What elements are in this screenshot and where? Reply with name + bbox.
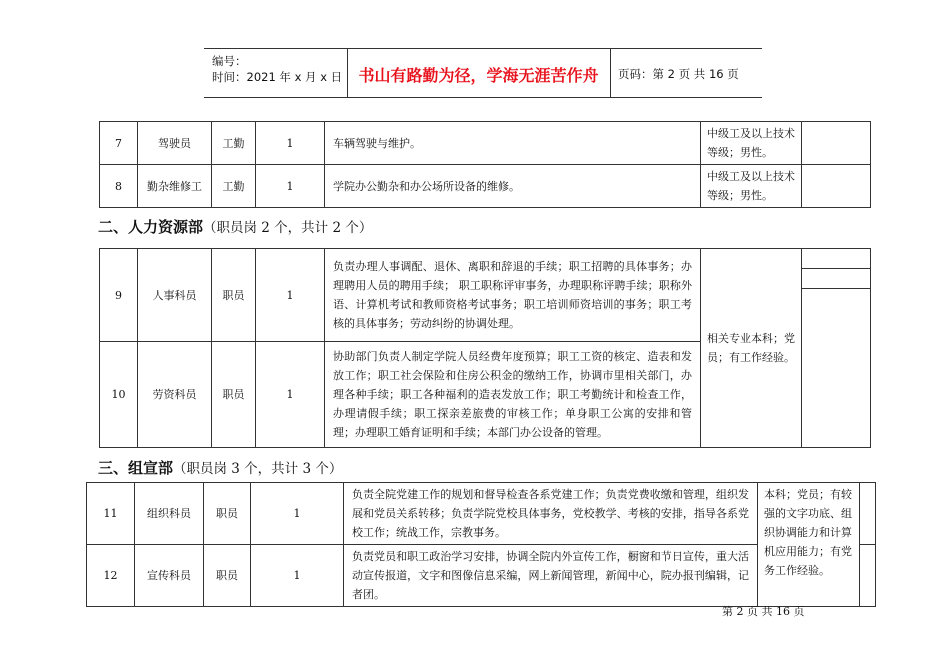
blank-cell <box>860 483 876 545</box>
position-name: 宣传科员 <box>135 545 204 607</box>
blank-cell <box>802 289 871 448</box>
page-header <box>204 48 762 98</box>
position-count: 1 <box>256 342 325 448</box>
document-number-label: 编号： <box>212 54 247 68</box>
header-page-number: 页码：第 2 页 共 16 页 <box>618 67 739 81</box>
position-count: 1 <box>256 122 325 165</box>
duty-description: 负责办理人事调配、退休、离职和辞退的手续；职工招聘的具体事务；办理聘用人员的聘用手续； 职工职称评审事务，办理职称评聘手续；职称外语、计算机考试和教师资格考试事务；职工培训师资培训的事务；职工考核的具体事务；劳动纠纷的协调处理。 <box>325 249 701 342</box>
table-row <box>100 165 871 208</box>
header-motto: 书山有路勤为径，学海无涯苦作舟 <box>358 66 599 85</box>
position-name: 组织科员 <box>135 483 204 545</box>
section-subtitle: （职员岗 3 个，共计 3 个） <box>173 461 343 477</box>
requirement-text: 相关专业本科；党员；有工作经验。 <box>701 249 802 448</box>
position-type: 职员 <box>204 545 251 607</box>
blank-cell <box>802 249 871 269</box>
position-name: 人事科员 <box>138 249 212 342</box>
duty-description: 负责全院党建工作的规划和督导检查各系党建工作；负责党费收缴和管理，组织发展和党员关系转移；负责学院党校具体事务，党校教学、考核的安排，指导各系党校工作；统战工作，宗教事务。 <box>344 483 758 545</box>
position-count: 1 <box>251 545 344 607</box>
row-number: 8 <box>100 165 138 208</box>
duty-description: 协助部门负责人制定学院人员经费年度预算；职工工资的核定、造表和发放工作；职工社会保险和住房公积金的缴纳工作，协调市里相关部门，办理各种手续；职工各种福利的造表发放工作；职工考勤统计和检查工作，办理请假手续；职工探亲差旅费的审核工作；单身职工公寓的安排和管理；办理职工婚育证明和手续；本部门办公设备的管理。 <box>325 342 701 448</box>
hr-positions-table <box>99 248 871 448</box>
section-title: 二、人力资源部 <box>98 218 204 236</box>
duty-description: 车辆驾驶与维护。 <box>325 122 701 165</box>
position-count: 1 <box>256 165 325 208</box>
position-type: 职员 <box>204 483 251 545</box>
blank-cell <box>802 269 871 289</box>
duty-description: 负责党员和职工政治学习安排，协调全院内外宣传工作，橱窗和节日宣传，重大活动宣传报道，文字和图像信息采编，网上新闻管理，新闻中心，院办报刊编辑，记者团。 <box>344 545 758 607</box>
row-number: 11 <box>87 483 135 545</box>
page-footer-number: 第 2 页 共 16 页 <box>722 605 805 618</box>
position-count: 1 <box>256 249 325 342</box>
duty-description: 学院办公勤杂和办公场所设备的维修。 <box>325 165 701 208</box>
header-page-cell <box>610 49 762 97</box>
requirement-text: 中级工及以上技术等级；男性。 <box>701 165 802 208</box>
position-type: 工勤 <box>212 122 256 165</box>
org-positions-table <box>86 482 876 607</box>
section-subtitle: （职员岗 2 个，共计 2 个） <box>203 220 373 236</box>
positions-table-top <box>99 121 871 208</box>
row-number: 9 <box>100 249 138 342</box>
section-title: 三、组宣部 <box>98 459 174 477</box>
requirement-text: 本科；党员；有较强的文字功底、组织协调能力和计算机应用能力；有党务工作经验。 <box>758 483 860 607</box>
blank-cell <box>860 545 876 607</box>
blank-cell <box>802 165 871 208</box>
position-name: 驾驶员 <box>138 122 212 165</box>
position-type: 工勤 <box>212 165 256 208</box>
position-type: 职员 <box>212 249 256 342</box>
document-time-label: 时间：2021 年 x 月 x 日 <box>212 70 343 84</box>
section-heading-org <box>98 457 342 478</box>
header-meta-cell <box>204 49 348 97</box>
row-number: 7 <box>100 122 138 165</box>
row-number: 10 <box>100 342 138 448</box>
position-name: 勤杂维修工 <box>138 165 212 208</box>
position-count: 1 <box>251 483 344 545</box>
requirement-text: 中级工及以上技术等级；男性。 <box>701 122 802 165</box>
position-type: 职员 <box>212 342 256 448</box>
section-heading-hr <box>98 216 372 237</box>
table-row <box>100 122 871 165</box>
header-motto-cell <box>347 49 611 97</box>
position-name: 劳资科员 <box>138 342 212 448</box>
blank-cell <box>802 122 871 165</box>
row-number: 12 <box>87 545 135 607</box>
